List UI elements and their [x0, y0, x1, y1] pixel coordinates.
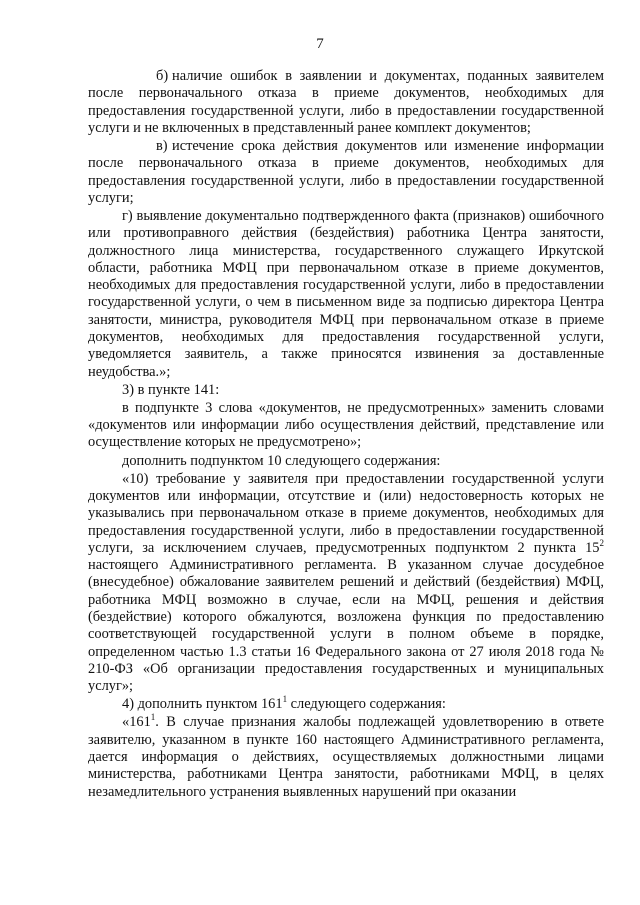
list-marker-b: б) — [156, 68, 169, 84]
superscript: 2 — [599, 537, 604, 548]
paragraph-text-end: . В случае признания жалобы подлежащей удовлетворению в ответе заявителю, указанном в пункте 160 настоящего Административного регламента, дается информация о действиях, осуществляемых должностными лицами министерства, работниками Центра занятости, работниками МФЦ, в целях незамедлительного устранения выявленных нарушений при оказании — [88, 714, 604, 800]
paragraph-item-3-add-10 — [88, 453, 604, 470]
list-marker-v: в) — [156, 137, 168, 154]
paragraph-subitem-b — [88, 68, 604, 137]
paragraph-text-end: следующего содержания: — [287, 696, 446, 713]
paragraph-item-161-1 — [88, 714, 604, 800]
superscript: 1 — [282, 694, 288, 705]
paragraph-item-3-sub-3 — [88, 400, 604, 452]
paragraph-text-end: настоящего Административного регламента. В указанном случае досудебное (внесудебное) обжалование заявителем решений и действий (бездействия) МФЦ, работника МФЦ возможно в случае, если на МФЦ, решения и действия (бездействие) которого обжалуются, возложена функция по предоставлению соответствующей государственной услуги в полном объеме в порядке, определенном частью 1.3 статьи 16 Федерального закона от 27 июля 2018 года № 210-ФЗ «Об организации предоставления государственных и муниципальных услуг»; — [88, 557, 604, 695]
paragraph-text-start: «161 — [122, 714, 151, 731]
paragraph-subitem-10 — [88, 471, 604, 696]
paragraph-text: наличие ошибок в заявлении и документах, поданных заявителем после первоначального отказа в приеме документов, необходимых для предоставления государственной услуги, либо в предоставлении государственной услуги и не включенных в представленный ранее комплект документов; — [88, 68, 604, 136]
paragraph-item-4 — [88, 696, 604, 713]
paragraph-text: г) выявление документально подтвержденного факта (признаков) ошибочного или противоправного действия (бездействия) работника Центра занятости, должностного лица министерства, государственного служащего Иркутской области, работника МФЦ при первоначальном отказе в приеме документов, необходимых для предоставления государственной услуги, либо в предоставлении государственной услуги, о чем в письменном виде за подписью директора Центра занятости, министра, руководителя МФЦ при первоначальном отказе в приеме документов, необходимых для предоставления государственной услуги, уведомляется заявитель, а также приносятся извинения за доставленные неудобства.»; — [88, 207, 604, 380]
paragraph-subitem-v — [88, 138, 604, 207]
superscript: 1 — [150, 712, 156, 723]
page-number: 7 — [316, 36, 324, 52]
paragraph-text-start: «10) требование у заявителя при предоставлении государственной услуги документов или информации, отсутствие и (или) недостоверность которых не указывались при первоначальном отказе в приеме документов, необходимых для предоставления государственной услуги, либо в предоставлении государственной услуги, за исключением случаев, предусмотренных подпунктом 2 пункта 15 — [88, 470, 604, 556]
paragraph-text-start: 4) дополнить пунктом 161 — [122, 696, 283, 713]
paragraph-item-3 — [88, 382, 604, 399]
paragraph-text: дополнить подпунктом 10 следующего содержания: — [122, 452, 441, 469]
paragraph-text: в подпункте 3 слова «документов, не предусмотренных» заменить словами «документов или информации либо осуществления действий, представление или осуществление которых не предусмотрено»; — [88, 399, 604, 451]
paragraph-text: 3) в пункте 141: — [122, 381, 220, 398]
document-body — [88, 68, 604, 801]
paragraph-subitem-g — [88, 208, 604, 381]
paragraph-text: истечение срока действия документов или изменение информации после первоначального отказа в приеме документов, необходимых для предоставления государственной услуги, либо в предоставлении государственной услуги; — [88, 137, 604, 206]
